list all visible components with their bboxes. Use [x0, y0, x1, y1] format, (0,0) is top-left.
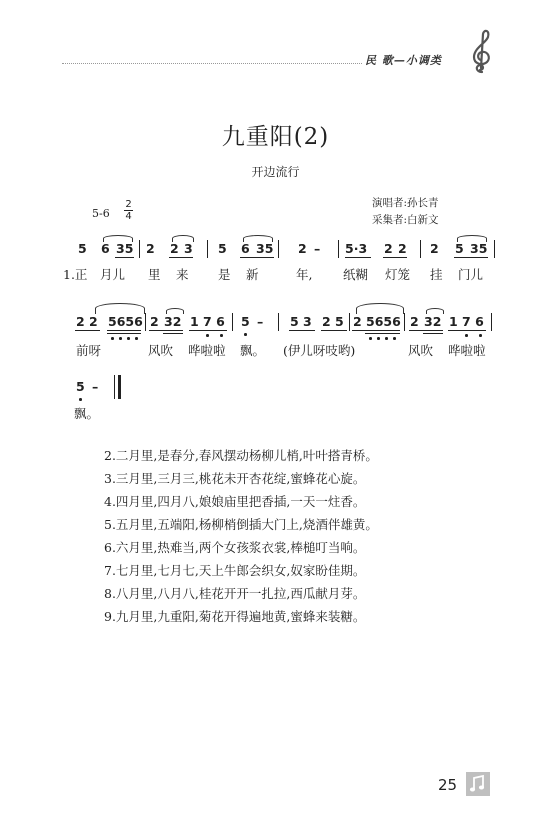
low-octave-dot — [127, 337, 130, 340]
underline — [352, 330, 400, 331]
note: 2 2 — [76, 314, 98, 329]
note: 2 5 — [322, 314, 344, 329]
underline — [149, 330, 183, 331]
note: 1 7 6 — [190, 314, 225, 329]
note: 5·3 — [345, 241, 368, 256]
slur — [426, 308, 444, 314]
note: 2 — [146, 241, 155, 256]
low-octave-dot — [385, 337, 388, 340]
underline — [409, 330, 443, 331]
time-sig-top: 2 — [125, 199, 132, 210]
bar-line — [338, 240, 339, 258]
low-octave-dot — [79, 398, 82, 401]
note: 5 — [455, 241, 464, 256]
bar-line — [420, 240, 421, 258]
underline — [423, 333, 443, 334]
underline — [107, 333, 141, 334]
lyric-syllable: 哗啦啦 — [448, 343, 486, 358]
underline — [240, 257, 274, 258]
lyric-syllable: 挂 — [430, 267, 443, 282]
performer-credit: 演唱者:孙长青 — [372, 197, 439, 209]
verse-line: 9.九月里,九重阳,菊花开得遍地黄,蜜蜂来装糖。 — [104, 609, 366, 624]
bar-line — [139, 240, 140, 258]
bar-line — [278, 313, 279, 331]
song-title: 九重阳(2) — [221, 124, 330, 150]
bar-line — [232, 313, 233, 331]
note: 5656 — [108, 314, 143, 329]
music-note-icon — [466, 772, 490, 796]
bar-line — [114, 375, 115, 399]
low-octave-dot — [206, 334, 209, 337]
underline — [107, 330, 141, 331]
lyric-syllable: 里 — [148, 267, 161, 282]
low-octave-dot — [479, 334, 482, 337]
low-octave-dot — [244, 333, 247, 336]
note: 2 — [170, 241, 179, 256]
lyric-syllable: 月儿 — [100, 267, 126, 282]
lyric-syllable: 纸糊 — [343, 267, 369, 282]
note: 2 — [384, 241, 393, 256]
note: 6 — [101, 241, 110, 256]
bar-line — [404, 313, 405, 331]
underline — [189, 330, 227, 331]
lyric-syllable: 是 — [218, 267, 231, 282]
note: 32 — [164, 314, 182, 329]
low-octave-dot — [111, 337, 114, 340]
note: 35 — [470, 241, 488, 256]
underline — [75, 330, 100, 331]
lyric-syllable: 哗啦啦 — [188, 343, 226, 358]
lyric-syllable: 新 — [246, 267, 259, 282]
low-octave-dot — [377, 337, 380, 340]
verse-line: 5.五月里,五端阳,杨柳梢倒插大门上,烧酒伴雄黄。 — [104, 517, 378, 532]
lyric-syllable: 来 — [176, 267, 189, 282]
low-octave-dot — [135, 337, 138, 340]
underline — [169, 257, 193, 258]
note: 5656 — [366, 314, 401, 329]
note: 2 — [150, 314, 159, 329]
note: 2 — [353, 314, 362, 329]
lyric-syllable: 风吹 — [408, 343, 434, 358]
collector-credit: 采集者:白新文 — [372, 214, 439, 226]
note: 2 — [410, 314, 419, 329]
verse-line: 8.八月里,八月八,桂花开开一扎拉,西瓜献月芽。 — [104, 586, 366, 601]
low-octave-dot — [119, 337, 122, 340]
note: – — [92, 379, 99, 394]
low-octave-dot — [393, 337, 396, 340]
page-number: 25 — [438, 776, 458, 794]
underline — [365, 333, 400, 334]
bar-line — [207, 240, 208, 258]
section-title: 民 歌—小调类 — [365, 54, 442, 67]
note: 5 — [78, 241, 87, 256]
lyric-syllable: 风吹 — [148, 343, 174, 358]
note: 5 — [76, 379, 85, 394]
verse-line: 4.四月里,四月八,娘娘庙里把香插,一天一炷香。 — [104, 494, 366, 509]
note: 32 — [424, 314, 442, 329]
header-rule — [62, 63, 362, 64]
note: 35 — [116, 241, 134, 256]
key-signature: 5-6 — [92, 207, 110, 220]
slur — [95, 303, 145, 314]
underline — [163, 333, 183, 334]
underline — [454, 257, 488, 258]
time-signature — [124, 199, 133, 222]
note: 1 7 6 — [449, 314, 484, 329]
note: 3 — [184, 241, 193, 256]
lyric-syllable: 年, — [296, 267, 313, 282]
underline — [321, 330, 347, 331]
low-octave-dot — [465, 334, 468, 337]
lyric-syllable: 1.正 — [63, 267, 88, 282]
note: 2 — [298, 241, 307, 256]
slur — [457, 235, 487, 242]
bar-line — [278, 240, 279, 258]
bar-line — [349, 313, 350, 331]
underline — [448, 330, 486, 331]
verse-line: 7.七月里,七月七,天上牛郎会织女,奴家盼佳期。 — [104, 563, 366, 578]
slur — [172, 235, 194, 242]
lyric-syllable: 灯笼 — [385, 267, 411, 282]
bar-line — [491, 313, 492, 331]
note: 2 — [430, 241, 439, 256]
verse-line: 3.三月里,三月三,桃花未开杏花绽,蜜蜂花心旋。 — [104, 471, 366, 486]
low-octave-dot — [369, 337, 372, 340]
note: 2 — [398, 241, 407, 256]
underline — [383, 257, 407, 258]
verse-line: 6.六月里,热难当,两个女孩浆衣裳,棒槌叮当响。 — [104, 540, 366, 555]
note: 5 — [218, 241, 227, 256]
lyric-syllable: 飘。 — [74, 406, 100, 421]
lyric-syllable: 门儿 — [458, 267, 484, 282]
final-bar-line — [118, 375, 121, 399]
treble-clef-icon — [466, 28, 496, 76]
slur — [356, 303, 404, 314]
verse-line: 2.二月里,是春分,春风摆动杨柳儿梢,叶叶搭青桥。 — [104, 448, 378, 463]
lyric-syllable: (伊儿呀吱哟) — [283, 343, 356, 358]
time-sig-bottom: 4 — [125, 211, 132, 222]
low-octave-dot — [220, 334, 223, 337]
note: 5 3 — [290, 314, 312, 329]
song-subtitle: 开边流行 — [251, 165, 300, 179]
note: 5 — [241, 314, 250, 329]
underline — [345, 257, 371, 258]
bar-line — [145, 313, 146, 331]
note: – — [257, 314, 264, 329]
slur — [243, 235, 273, 242]
note: 35 — [256, 241, 274, 256]
underline — [115, 257, 134, 258]
bar-line — [494, 240, 495, 258]
lyric-syllable: 前呀 — [76, 343, 102, 358]
slur — [166, 308, 184, 314]
note: – — [314, 241, 321, 256]
lyric-syllable: 飘。 — [240, 343, 266, 358]
note: 6 — [241, 241, 250, 256]
underline — [289, 330, 315, 331]
slur — [103, 235, 133, 242]
